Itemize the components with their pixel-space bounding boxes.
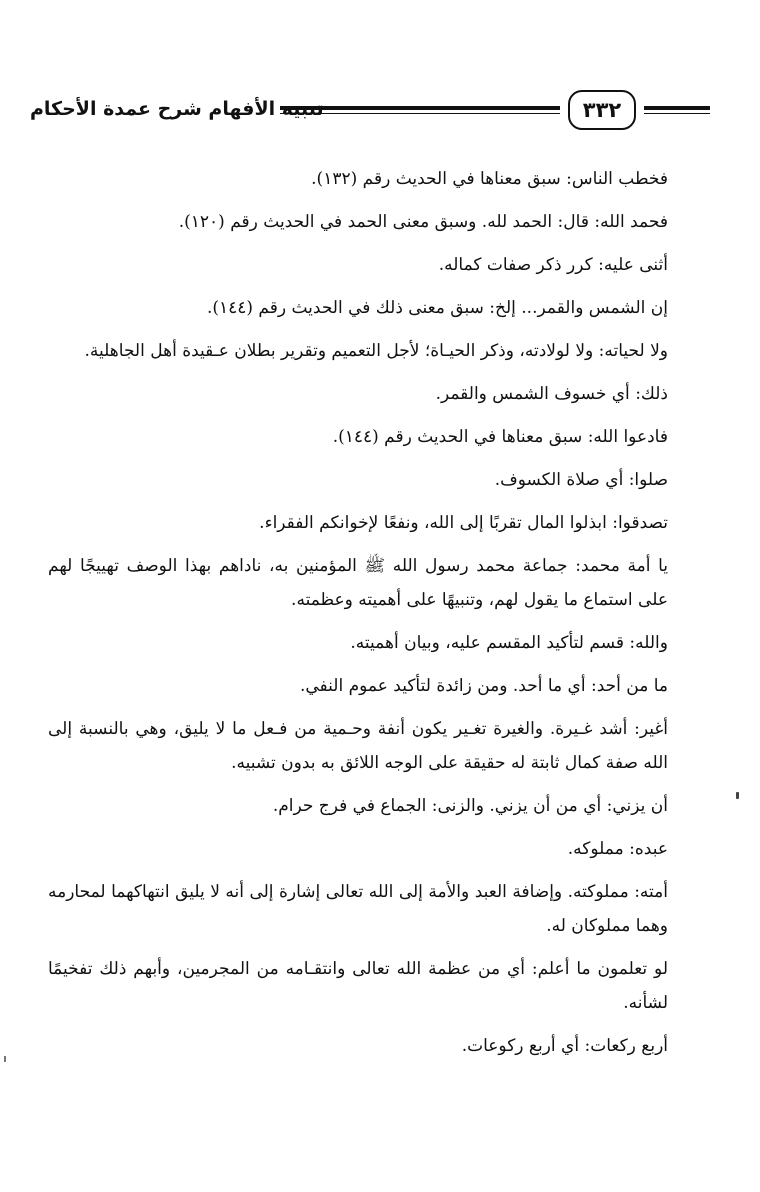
entry-term: إن الشمس والقمر... إلخ: — [489, 298, 668, 318]
glossary-entry — [48, 952, 668, 1020]
entry-text: جماعة محمد رسول الله ﷺ المؤمنين به، ناداهم بهذا الوصف تهييجًا لهم على استماع ما يقول لهم، وتنبيهًا على أهميته وعظمته. — [48, 556, 668, 610]
entry-term: تصدقوا: — [612, 513, 668, 533]
header-rule — [280, 106, 560, 110]
entry-text: أي أربع ركوعات. — [461, 1036, 580, 1056]
glossary-entry — [48, 205, 668, 239]
glossary-entry — [48, 789, 668, 823]
entry-term: أن يزني: — [606, 796, 668, 816]
entry-text: سبق معناها في الحديث رقم (١٤٤). — [332, 427, 583, 447]
entry-text: مملوكه. — [567, 839, 624, 859]
entry-text: أشد غـيرة. والغيرة تغـير يكون أنفة وحـمية من فـعل ما لا يليق، وهي بالنسبة إلى الله صفة كمال ثابتة له حقيقة على الوجه اللائق به بدون تشبيه. — [48, 719, 668, 773]
glossary-entry — [48, 420, 668, 454]
entry-text: قال: الحمد لله. وسبق معنى الحمد في الحديث رقم (١٢٠). — [178, 212, 589, 232]
glossary-entry — [48, 506, 668, 540]
entry-text: أي من عظمة الله تعالى وانتقـامه من المجرمين، وأبهم ذلك تفخيمًا لشأنه. — [48, 959, 668, 1013]
entry-text: قسم لتأكيد المقسم عليه، وبيان أهميته. — [350, 633, 624, 653]
entry-text: سبق معنى ذلك في الحديث رقم (١٤٤). — [206, 298, 484, 318]
entry-term: ولا لحياته: — [598, 341, 668, 361]
entry-term: أربع ركعات: — [584, 1036, 668, 1056]
header-rule — [280, 113, 560, 114]
entry-text: أي ما أحد. ومن زائدة لتأكيد عموم النفي. — [299, 676, 586, 696]
entry-term: ما من أحد: — [590, 676, 668, 696]
entry-term: فحمد الله: — [594, 212, 668, 232]
glossary-entry — [48, 291, 668, 325]
entry-term: ذلك: — [635, 384, 668, 404]
entry-term: عبده: — [629, 839, 668, 859]
glossary-entry — [48, 248, 668, 282]
entry-term: أمته: — [634, 882, 668, 902]
entry-term: والله: — [629, 633, 668, 653]
glossary-entry — [48, 549, 668, 617]
entry-text: أي صلاة الكسوف. — [494, 470, 624, 490]
glossary-entry — [48, 334, 668, 368]
entry-text: كرر ذكر صفات كماله. — [438, 255, 593, 275]
entry-text: مملوكته. وإضافة العبد والأمة إلى الله تعالى إشارة إلى أنه لا يليق انتهاكهما لمحارمه وهما مملوكان له. — [48, 882, 668, 936]
entry-text: ابذلوا المال تقربًا إلى الله، ونفعًا لإخوانكم الفقراء. — [259, 513, 607, 533]
entry-text: سبق معناها في الحديث رقم (١٣٢). — [311, 169, 561, 189]
entry-term: أغير: — [634, 719, 669, 739]
glossary-entry — [48, 626, 668, 660]
glossary-body — [48, 162, 668, 1072]
book-title: تنبيه الأفهام شرح عمدة الأحكام — [30, 98, 324, 120]
running-header — [30, 92, 710, 132]
glossary-entry — [48, 832, 668, 866]
glossary-entry — [48, 162, 668, 196]
scan-mark — [4, 1056, 6, 1062]
glossary-entry — [48, 377, 668, 411]
glossary-entry — [48, 463, 668, 497]
entry-term: أثنى عليه: — [598, 255, 668, 275]
glossary-entry — [48, 712, 668, 780]
entry-text: أي خسوف الشمس والقمر. — [435, 384, 630, 404]
entry-term: فادعوا الله: — [587, 427, 668, 447]
entry-term: لو تعلمون ما أعلم: — [531, 959, 668, 979]
entry-term: فخطب الناس: — [566, 169, 668, 189]
header-rule — [644, 113, 710, 114]
entry-term: صلوا: — [628, 470, 668, 490]
entry-term: يا أمة محمد: — [575, 556, 668, 576]
glossary-entry — [48, 1029, 668, 1063]
entry-text: ولا لولادته، وذكر الحيـاة؛ لأجل التعميم وتقرير بطلان عـقيدة أهل الجاهلية. — [84, 341, 594, 361]
scan-mark — [736, 792, 739, 799]
glossary-entry — [48, 669, 668, 703]
entry-text: أي من أن يزني. والزنى: الجماع في فرج حرام. — [272, 796, 602, 816]
header-rule — [644, 106, 710, 110]
page-number: ٣٣٢ — [568, 90, 636, 130]
glossary-entry — [48, 875, 668, 943]
